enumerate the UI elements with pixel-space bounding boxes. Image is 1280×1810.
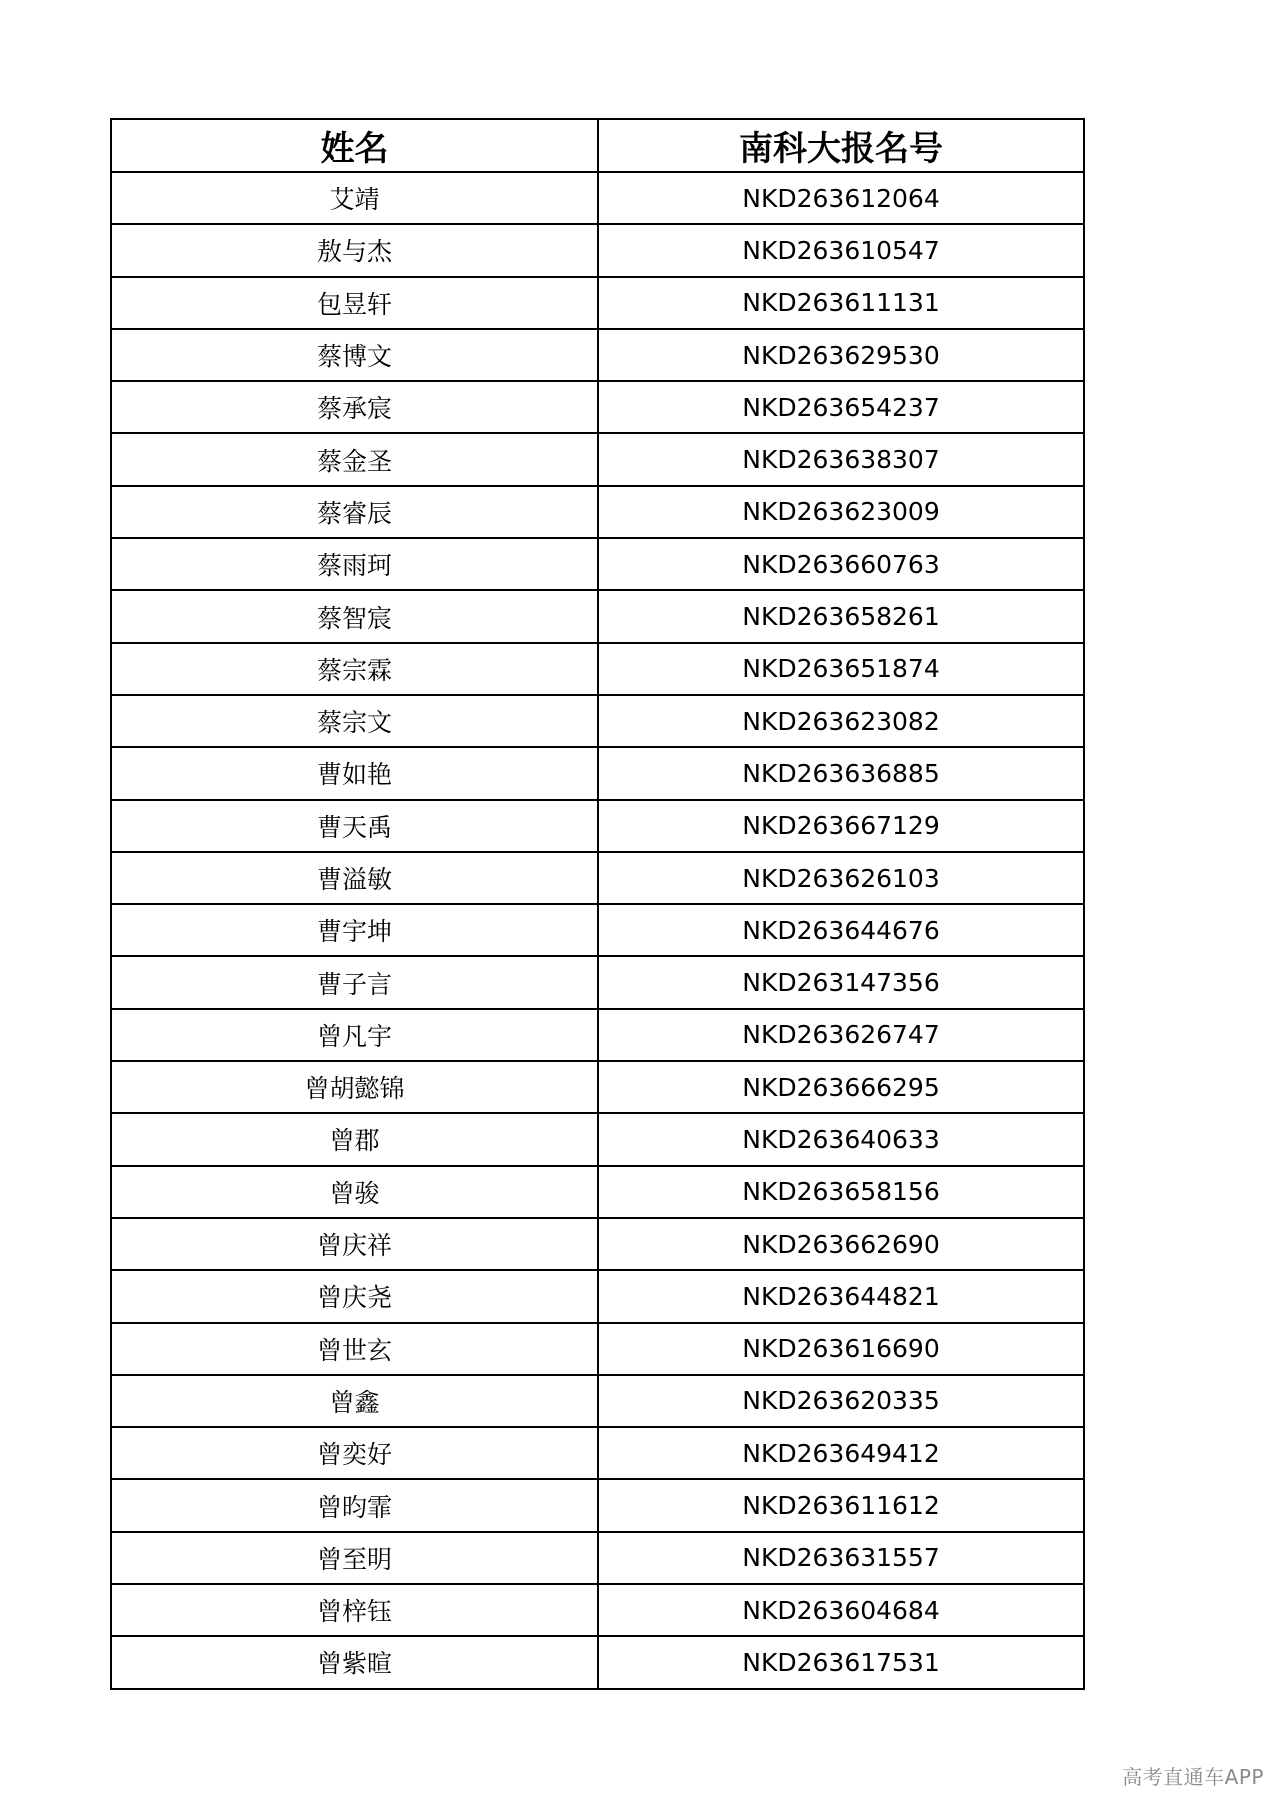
cell-name: 蔡宗文: [111, 695, 598, 747]
table-row: [111, 486, 1084, 538]
column-header-registration-number: 南科大报名号: [598, 119, 1084, 172]
table-row: [111, 1113, 1084, 1165]
watermark-text: 高考直通车APP: [1122, 1765, 1264, 1789]
cell-registration-number: NKD263631557: [598, 1532, 1084, 1584]
cell-registration-number: NKD263660763: [598, 538, 1084, 590]
cell-name: 曾昀霏: [111, 1479, 598, 1531]
cell-registration-number: NKD263644676: [598, 904, 1084, 956]
cell-name: 曹如艳: [111, 747, 598, 799]
table-row: [111, 1009, 1084, 1061]
table-row: [111, 800, 1084, 852]
cell-name: 蔡雨珂: [111, 538, 598, 590]
cell-name: 蔡金圣: [111, 433, 598, 485]
cell-registration-number: NKD263658261: [598, 590, 1084, 642]
cell-name: 曾凡宇: [111, 1009, 598, 1061]
cell-name: 曾胡懿锦: [111, 1061, 598, 1113]
cell-registration-number: NKD263658156: [598, 1166, 1084, 1218]
cell-registration-number: NKD263640633: [598, 1113, 1084, 1165]
table-row: [111, 695, 1084, 747]
cell-registration-number: NKD263617531: [598, 1636, 1084, 1688]
column-header-name: 姓名: [111, 119, 598, 172]
cell-name: 蔡承宸: [111, 381, 598, 433]
table-row: [111, 433, 1084, 485]
cell-name: 曹宇坤: [111, 904, 598, 956]
admission-roster-table: [110, 118, 1085, 1690]
cell-registration-number: NKD263636885: [598, 747, 1084, 799]
cell-registration-number: NKD263626103: [598, 852, 1084, 904]
table-header: [111, 119, 1084, 172]
cell-registration-number: NKD263147356: [598, 956, 1084, 1008]
cell-name: 曹子言: [111, 956, 598, 1008]
cell-registration-number: NKD263623082: [598, 695, 1084, 747]
cell-name: 敖与杰: [111, 224, 598, 276]
cell-name: 曾至明: [111, 1532, 598, 1584]
table-row: [111, 1166, 1084, 1218]
table-row: [111, 1270, 1084, 1322]
cell-name: 蔡智宸: [111, 590, 598, 642]
cell-name: 曾梓钰: [111, 1584, 598, 1636]
table-row: [111, 172, 1084, 224]
table-row: [111, 1323, 1084, 1375]
cell-registration-number: NKD263644821: [598, 1270, 1084, 1322]
table-row: [111, 224, 1084, 276]
cell-name: 曹溢敏: [111, 852, 598, 904]
table-row: [111, 538, 1084, 590]
cell-registration-number: NKD263629530: [598, 329, 1084, 381]
table-row: [111, 1584, 1084, 1636]
cell-name: 曾郡: [111, 1113, 598, 1165]
table-row: [111, 956, 1084, 1008]
cell-name: 曾庆尧: [111, 1270, 598, 1322]
cell-registration-number: NKD263604684: [598, 1584, 1084, 1636]
cell-name: 曾鑫: [111, 1375, 598, 1427]
table-row: [111, 1479, 1084, 1531]
table-row: [111, 1061, 1084, 1113]
cell-name: 曾庆祥: [111, 1218, 598, 1270]
cell-registration-number: NKD263623009: [598, 486, 1084, 538]
cell-name: 曾紫暄: [111, 1636, 598, 1688]
table-row: [111, 329, 1084, 381]
table-row: [111, 590, 1084, 642]
cell-name: 曾奕好: [111, 1427, 598, 1479]
cell-registration-number: NKD263616690: [598, 1323, 1084, 1375]
table-row: [111, 904, 1084, 956]
cell-registration-number: NKD263649412: [598, 1427, 1084, 1479]
cell-registration-number: NKD263626747: [598, 1009, 1084, 1061]
cell-registration-number: NKD263651874: [598, 643, 1084, 695]
cell-registration-number: NKD263611131: [598, 277, 1084, 329]
table-row: [111, 1218, 1084, 1270]
table-row: [111, 381, 1084, 433]
cell-name: 曹天禹: [111, 800, 598, 852]
table-row: [111, 1427, 1084, 1479]
table-row: [111, 1636, 1084, 1688]
cell-registration-number: NKD263620335: [598, 1375, 1084, 1427]
table-row: [111, 747, 1084, 799]
table-row: [111, 1532, 1084, 1584]
cell-name: 蔡睿辰: [111, 486, 598, 538]
cell-name: 蔡宗霖: [111, 643, 598, 695]
cell-name: 艾靖: [111, 172, 598, 224]
cell-registration-number: NKD263666295: [598, 1061, 1084, 1113]
cell-name: 曾骏: [111, 1166, 598, 1218]
cell-name: 曾世玄: [111, 1323, 598, 1375]
cell-registration-number: NKD263667129: [598, 800, 1084, 852]
cell-registration-number: NKD263662690: [598, 1218, 1084, 1270]
cell-registration-number: NKD263611612: [598, 1479, 1084, 1531]
table-row: [111, 643, 1084, 695]
cell-registration-number: NKD263612064: [598, 172, 1084, 224]
cell-name: 蔡博文: [111, 329, 598, 381]
cell-registration-number: NKD263610547: [598, 224, 1084, 276]
cell-registration-number: NKD263638307: [598, 433, 1084, 485]
table-row: [111, 1375, 1084, 1427]
table-body: [111, 172, 1084, 1689]
header-row: [111, 119, 1084, 172]
table-row: [111, 852, 1084, 904]
table-row: [111, 277, 1084, 329]
cell-registration-number: NKD263654237: [598, 381, 1084, 433]
cell-name: 包昱轩: [111, 277, 598, 329]
